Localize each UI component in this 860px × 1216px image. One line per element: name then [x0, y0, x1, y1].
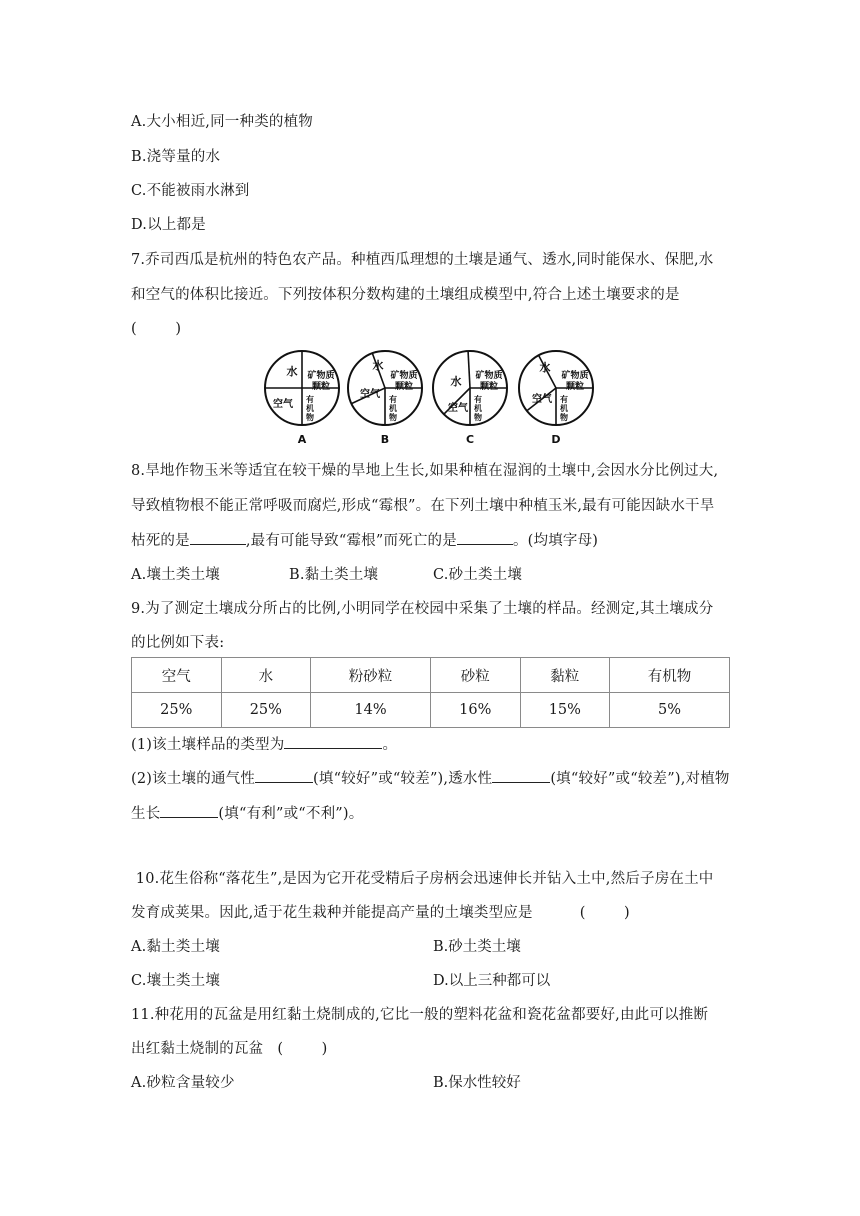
q10-option-a: A.黏土类土壤: [131, 939, 220, 955]
table-header-cell: 黏粒: [520, 658, 610, 693]
table-header-cell: 粉砂粒: [311, 658, 431, 693]
q9-part1-end: 。: [382, 737, 398, 753]
q8-stem-line2: 导致植物根不能正常呼吸而腐烂,形成“霉根”。在下列土壤中种植玉米,最有可能因缺水干旱: [131, 498, 715, 514]
pie-label-air: 空气: [360, 389, 380, 400]
pie-label-air: 空气: [448, 403, 468, 414]
q9-blank-aeration[interactable]: [255, 768, 313, 783]
q10-stem-text: 发育成荚果。因此,适于花生栽种并能提高产量的土壤类型应是: [131, 905, 533, 921]
pie-label-mineral: 矿物质: [307, 371, 335, 381]
q6-option-c: C.不能被雨水淋到: [131, 183, 250, 199]
pie-label-organic: 有: [306, 395, 314, 404]
table-header-cell: 砂粒: [430, 658, 520, 693]
table-header-cell: 水: [221, 658, 311, 693]
pie-label-organic: 机: [306, 404, 314, 413]
q6-option-b: B.浇等量的水: [131, 149, 221, 165]
table-cell: 15%: [520, 693, 610, 728]
q8-stem-line3: [131, 530, 598, 551]
q6-option-a: A.大小相近,同一种类的植物: [131, 114, 313, 130]
pie-label-air: 空气: [532, 394, 552, 405]
pie-label-organic: 有: [389, 395, 397, 404]
pie-label-air: 空气: [273, 399, 293, 410]
q11-stem-text: 出红黏土烧制的瓦盆: [131, 1041, 264, 1057]
pie-label-mineral: 矿物质: [390, 371, 418, 381]
pie-label-mineral: 矿物质: [561, 371, 589, 381]
pie-label-particles: 颗粒: [394, 382, 414, 392]
q8-option-c: C.砂土类土壤: [433, 567, 523, 583]
q8-option-b: B.黏土类土壤: [289, 567, 379, 583]
q11-answer-bracket: ( ): [277, 1041, 328, 1057]
q10-option-c: C.壤土类土壤: [131, 973, 221, 989]
table-cell: 16%: [430, 693, 520, 728]
pie-label-organic: 物: [560, 413, 568, 422]
pie-letter-c: C: [465, 433, 475, 446]
q9-part2-text-c: (填“较好”或“较差”),对植物: [550, 771, 730, 787]
table-header-row: [132, 658, 730, 693]
pie-label-water: 水: [286, 365, 298, 378]
table-header-cell: 有机物: [610, 658, 730, 693]
q8-option-a: A.壤土类土壤: [131, 567, 220, 583]
q9-part2-line1: [131, 768, 730, 789]
table-cell: 25%: [221, 693, 311, 728]
pie-label-particles: 颗粒: [565, 382, 585, 392]
pie-label-particles: 颗粒: [479, 382, 499, 392]
q10-answer-bracket: ( ): [579, 905, 630, 921]
table-header-cell: 空气: [132, 658, 222, 693]
q8-blank-2[interactable]: [457, 530, 513, 545]
q9-blank-growth[interactable]: [160, 803, 218, 818]
q7-stem-line2: 和空气的体积比接近。下列按体积分数构建的土壤组成模型中,符合上述土壤要求的是: [131, 287, 680, 303]
q11-option-b: B.保水性较好: [433, 1075, 521, 1091]
q8-blank-1[interactable]: [190, 530, 246, 545]
pie-label-organic: 有: [560, 395, 568, 404]
q8-text-c: 。(均填字母): [512, 533, 599, 549]
q9-part2-text-a: (2)该土壤的通气性: [131, 771, 256, 787]
soil-model-pie-charts: [262, 347, 602, 447]
q8-text-a: 枯死的是: [131, 533, 190, 549]
q7-answer-bracket: ( ): [131, 321, 182, 337]
q9-stem-line2: 的比例如下表:: [131, 635, 225, 651]
q8-text-b: ,最有可能导致“霉根”而死亡的是: [245, 533, 457, 549]
q10-stem-line2: [131, 903, 630, 923]
pie-label-organic: 物: [389, 413, 397, 422]
q9-part1-text: (1)该土壤样品的类型为: [131, 737, 285, 753]
pie-label-organic: 机: [389, 404, 397, 413]
pie-label-mineral: 矿物质: [475, 371, 503, 381]
q9-blank-permeability[interactable]: [492, 768, 550, 783]
table-cell: 5%: [610, 693, 730, 728]
pie-letter-d: D: [551, 433, 561, 446]
pie-letter-a: A: [297, 433, 307, 446]
pie-label-organic: 机: [474, 404, 482, 413]
q9-part2-text-b: (填“较好”或“较差”),透水性: [313, 771, 493, 787]
pie-label-water: 水: [539, 361, 551, 374]
pie-label-water: 水: [372, 359, 384, 372]
q8-options-row: [131, 565, 522, 585]
q9-part1: [131, 734, 397, 755]
q9-part2-text-d: 生长: [131, 806, 161, 822]
q10-option-d: D.以上三种都可以: [433, 973, 551, 989]
q11-stem-line1: 11.种花用的瓦盆是用红黏土烧制成的,它比一般的塑料花盆和瓷花盆都要好,由此可以推断: [131, 1007, 709, 1023]
pie-label-organic: 有: [474, 395, 482, 404]
q9-stem-line1: 9.为了测定土壤成分所占的比例,小明同学在校园中采集了土壤的样品。经测定,其土壤成分: [131, 601, 714, 617]
q10-stem-line1: 10.花生俗称“落花生”,是因为它开花受精后子房柄会迅速伸长并钻入土中,然后子房在土中: [131, 871, 714, 887]
q11-option-a: A.砂粒含量较少: [131, 1075, 235, 1091]
soil-composition-table: [131, 657, 730, 728]
table-row: [132, 693, 730, 728]
pie-label-organic: 物: [306, 413, 314, 422]
pie-label-particles: 颗粒: [311, 382, 331, 392]
q6-option-d: D.以上都是: [131, 217, 206, 233]
q9-part2-text-e: (填“有利”或“不利”)。: [218, 806, 364, 822]
table-cell: 25%: [132, 693, 222, 728]
q8-stem-line1: 8.旱地作物玉米等适宜在较干燥的旱地上生长,如果种植在湿润的土壤中,会因水分比例过大,: [131, 463, 719, 479]
q7-stem-line1: 7.乔司西瓜是杭州的特色农产品。种植西瓜理想的土壤是通气、透水,同时能保水、保肥,水: [131, 252, 714, 268]
q9-part2-line2: [131, 803, 363, 824]
table-cell: 14%: [311, 693, 431, 728]
q10-option-b: B.砂土类土壤: [433, 939, 521, 955]
pie-label-water: 水: [450, 375, 462, 388]
pie-label-organic: 物: [474, 413, 482, 422]
q9-blank-type[interactable]: [284, 734, 382, 749]
q11-stem-line2: [131, 1039, 328, 1059]
pie-letter-b: B: [380, 433, 390, 446]
pie-label-organic: 机: [560, 404, 568, 413]
